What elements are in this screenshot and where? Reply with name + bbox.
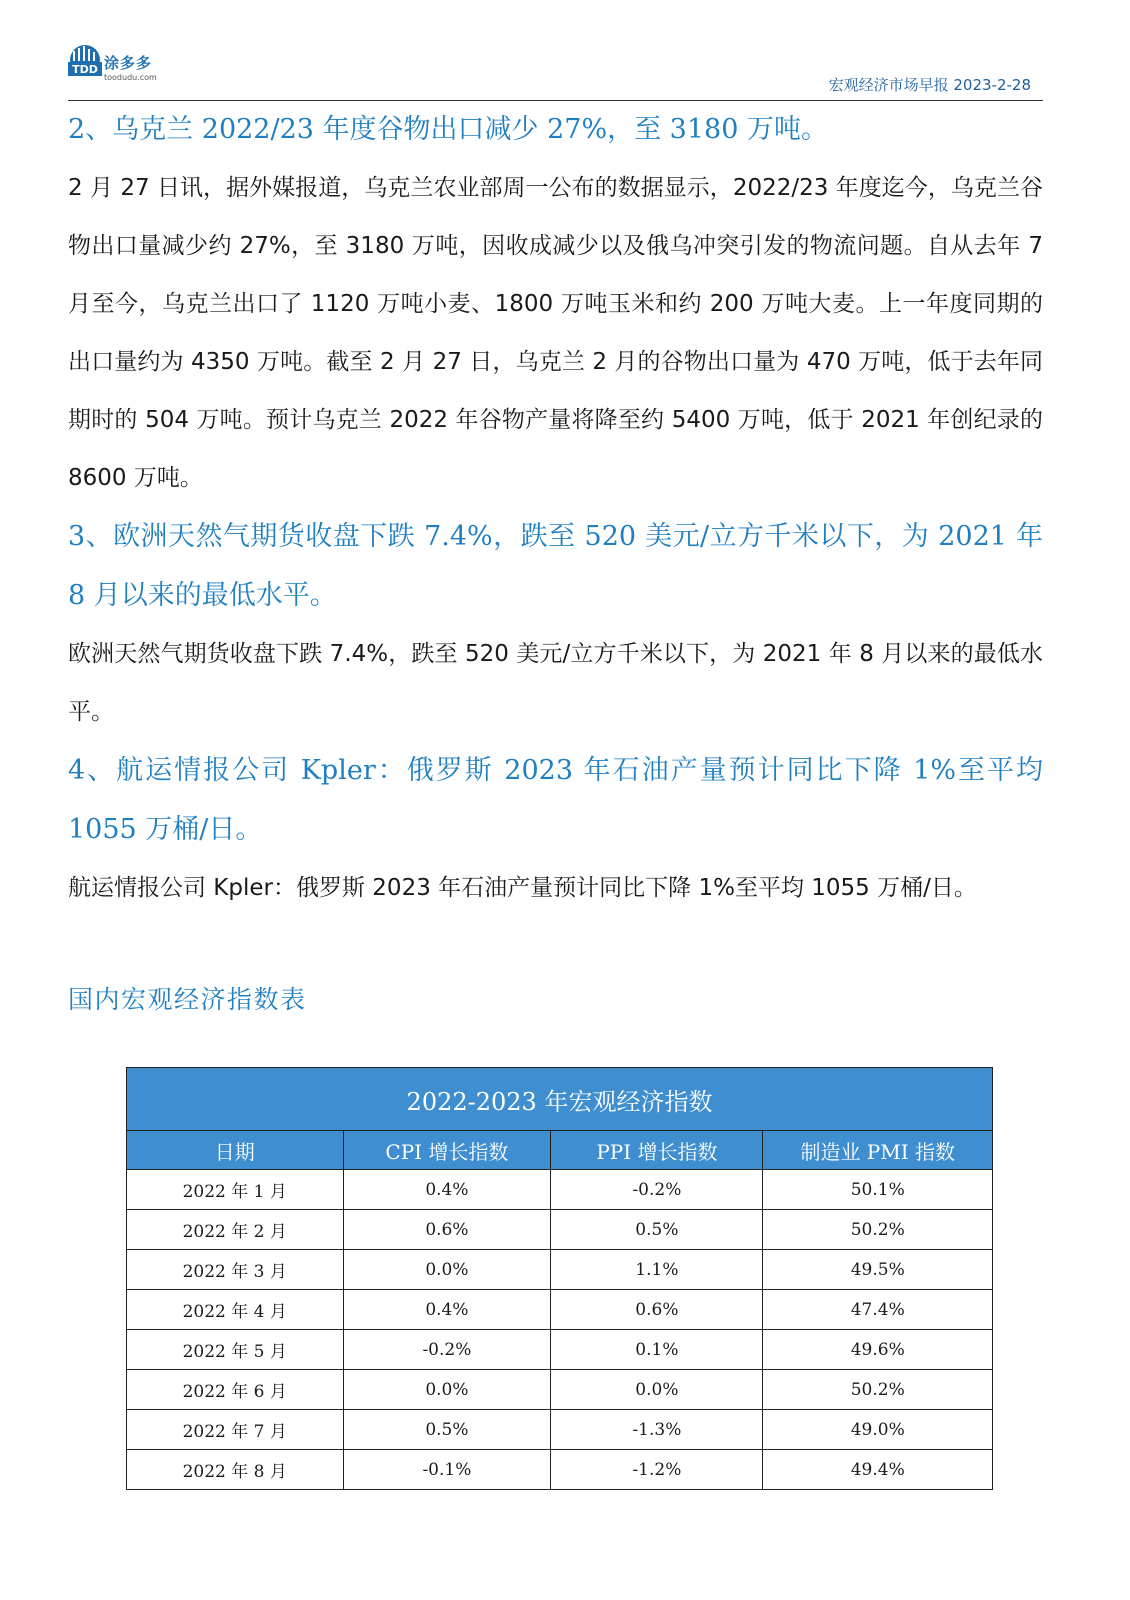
cell-date: 2022 年 4 月: [127, 1290, 344, 1330]
header-ppi: PPI 增长指数: [551, 1131, 763, 1170]
cell-pmi: 50.2%: [763, 1370, 993, 1410]
logo-mark: TDD: [72, 63, 98, 76]
logo-icon: [68, 44, 102, 84]
table-row: [127, 1330, 993, 1370]
cell-ppi: -0.2%: [551, 1170, 763, 1210]
cell-cpi: 0.6%: [343, 1210, 551, 1250]
article-heading: 2、乌克兰 2022/23 年度谷物出口减少 27%，至 3180 万吨。: [68, 114, 828, 145]
cell-pmi: 47.4%: [763, 1290, 993, 1330]
table-row: [127, 1210, 993, 1250]
cell-cpi: 0.0%: [343, 1250, 551, 1290]
cell-ppi: 0.0%: [551, 1370, 763, 1410]
cell-pmi: 49.0%: [763, 1410, 993, 1450]
cell-pmi: 50.2%: [763, 1210, 993, 1250]
cell-pmi: 49.4%: [763, 1450, 993, 1490]
section-title: 国内宏观经济指数表: [68, 985, 307, 1014]
cell-ppi: -1.2%: [551, 1450, 763, 1490]
table-row: [127, 1450, 993, 1490]
cell-cpi: 0.0%: [343, 1370, 551, 1410]
cell-ppi: 0.1%: [551, 1330, 763, 1370]
article-russia-oil: [68, 741, 1043, 917]
table-row: [127, 1410, 993, 1450]
cell-cpi: 0.4%: [343, 1170, 551, 1210]
article-eu-gas: [68, 507, 1043, 741]
article-body: 航运情报公司 Kpler：俄罗斯 2023 年石油产量预计同比下降 1%至平均 1055 万桶/日。: [68, 875, 977, 901]
logo-url: toodudu.com: [104, 73, 157, 82]
cell-ppi: 0.6%: [551, 1290, 763, 1330]
cell-date: 2022 年 7 月: [127, 1410, 344, 1450]
table-row: [127, 1250, 993, 1290]
cell-ppi: -1.3%: [551, 1410, 763, 1450]
article-list: [68, 100, 1043, 917]
macro-index-table: [126, 1067, 993, 1490]
cell-pmi: 49.6%: [763, 1330, 993, 1370]
cell-date: 2022 年 2 月: [127, 1210, 344, 1250]
cell-cpi: -0.2%: [343, 1330, 551, 1370]
table-caption-row: [127, 1068, 993, 1131]
article-heading: 4、航运情报公司 Kpler：俄罗斯 2023 年石油产量预计同比下降 1%至平均 1055 万桶/日。: [68, 755, 1043, 845]
article-body: 2 月 27 日讯，据外媒报道，乌克兰农业部周一公布的数据显示，2022/23 年度迄今，乌克兰谷物出口量减少约 27%，至 3180 万吨，因收成减少以及俄乌冲突引发的物流问题。自从去年 7 月至今，乌克兰出口了 1120 万吨小麦、1800 万吨玉米和约 200 万吨大麦。上一年度同期的出口量约为 4350 万吨。截至 2 月 27 日，乌克兰 2 月的谷物出口量为 470 万吨，低于去年同期时的 504 万吨。预计乌克兰 2022 年谷物产量将降至约 5400 万吨，低于 2021 年创纪录的 8600 万吨。: [68, 175, 1043, 491]
cell-date: 2022 年 1 月: [127, 1170, 344, 1210]
cell-cpi: 0.4%: [343, 1290, 551, 1330]
logo: [68, 44, 188, 92]
cell-ppi: 1.1%: [551, 1250, 763, 1290]
cell-pmi: 50.1%: [763, 1170, 993, 1210]
header-cpi: CPI 增长指数: [343, 1131, 551, 1170]
cell-date: 2022 年 5 月: [127, 1330, 344, 1370]
article-body: 欧洲天然气期货收盘下跌 7.4%，跌至 520 美元/立方千米以下，为 2021 年 8 月以来的最低水平。: [68, 641, 1043, 725]
table-row: [127, 1290, 993, 1330]
cell-date: 2022 年 8 月: [127, 1450, 344, 1490]
cell-pmi: 49.5%: [763, 1250, 993, 1290]
cell-cpi: -0.1%: [343, 1450, 551, 1490]
cell-cpi: 0.5%: [343, 1410, 551, 1450]
page-header: [68, 44, 1043, 101]
report-title: 宏观经济市场早报 2023-2-28: [828, 76, 1031, 94]
table-row: [127, 1170, 993, 1210]
logo-brand-name: 涂多多: [104, 54, 153, 72]
table-row: [127, 1370, 993, 1410]
table-caption: 2022-2023 年宏观经济指数: [127, 1068, 993, 1131]
article-heading: 3、欧洲天然气期货收盘下跌 7.4%，跌至 520 美元/立方千米以下，为 2021 年 8 月以来的最低水平。: [68, 521, 1043, 611]
cell-date: 2022 年 6 月: [127, 1370, 344, 1410]
article-ukraine-grain: [68, 100, 1043, 507]
header-date: 日期: [127, 1131, 344, 1170]
header-pmi: 制造业 PMI 指数: [763, 1131, 993, 1170]
table-header-row: [127, 1131, 993, 1170]
cell-ppi: 0.5%: [551, 1210, 763, 1250]
cell-date: 2022 年 3 月: [127, 1250, 344, 1290]
